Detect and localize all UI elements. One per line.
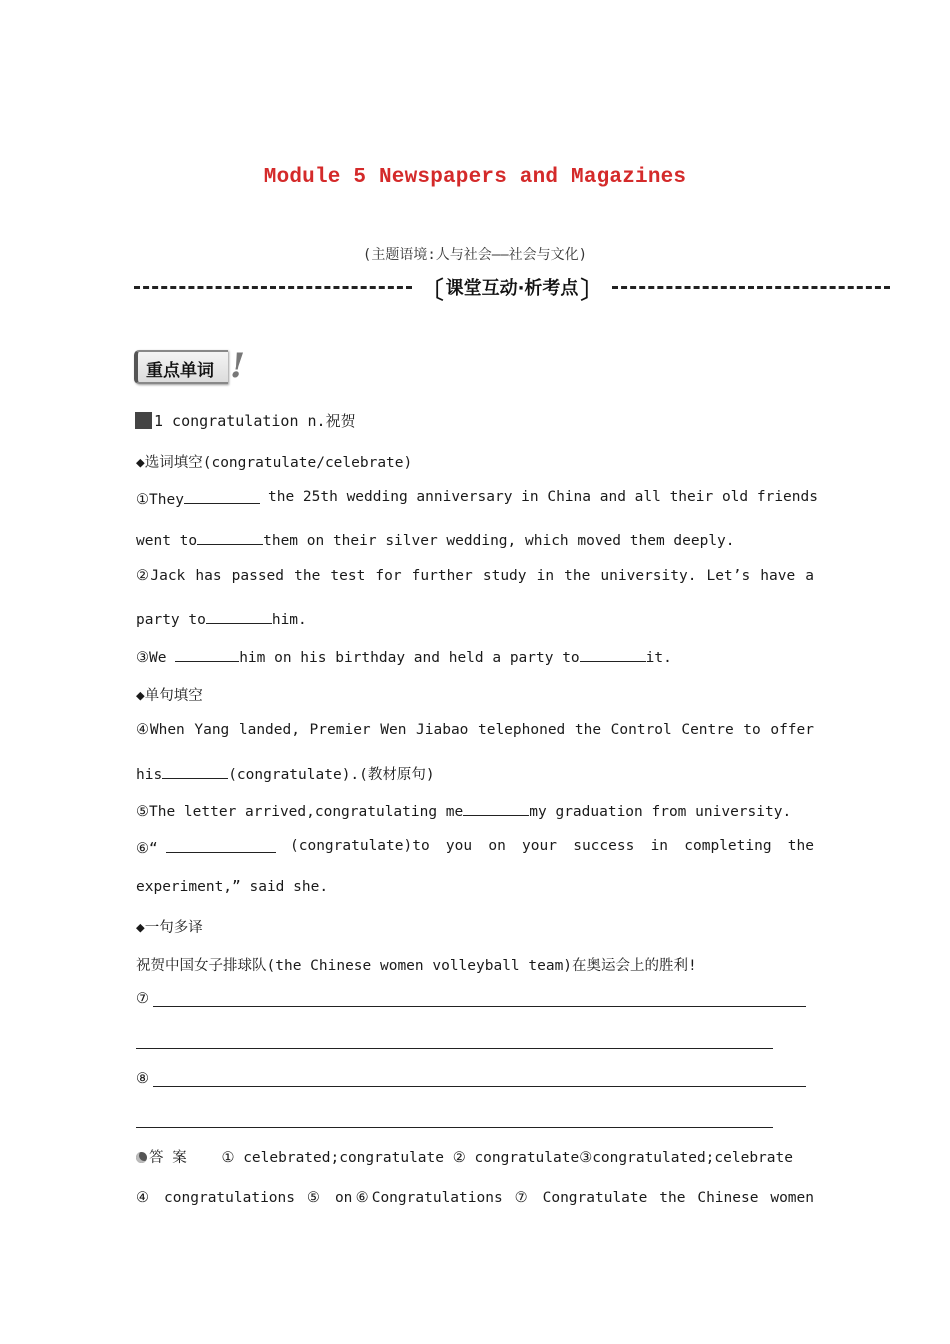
q1-text-2: went to — [136, 533, 198, 549]
right-bracket-icon: 〕 — [580, 275, 605, 304]
question-6-line-2: experiment,” said she. — [136, 879, 329, 895]
question-2-line-2 — [136, 609, 307, 628]
section-banner — [134, 272, 890, 302]
answer-blank[interactable] — [463, 801, 529, 816]
section-tag — [134, 348, 244, 384]
word-heading-text: 1 congratulation n.祝贺 — [154, 412, 356, 430]
page-title: Module 5 Newspapers and Magazines — [263, 166, 687, 189]
writing-line[interactable] — [136, 1048, 773, 1049]
q5-start: ⑤The letter arrived,congratulating me — [136, 804, 464, 820]
answer-blank[interactable] — [166, 838, 276, 853]
word-heading — [135, 410, 356, 431]
q6-start: ⑥“ — [136, 841, 167, 857]
banner-center — [412, 270, 613, 305]
writing-line[interactable] — [153, 1006, 806, 1007]
q1-start: ①They — [136, 492, 184, 508]
q3-start: ③We — [136, 650, 176, 666]
writing-line[interactable] — [153, 1086, 806, 1087]
banner-label: 课堂互动·析考点 — [445, 278, 579, 299]
writing-line[interactable] — [136, 1127, 773, 1128]
translate-prompt: 祝贺中国女子排球队(the Chinese women volleyball team)在奥运会上的胜利! — [136, 958, 697, 974]
part-label-choose: ◆选词填空(congratulate/celebrate) — [136, 455, 413, 471]
question-1-line-1 — [136, 489, 818, 508]
q3-end: it. — [645, 650, 672, 666]
q1-text-3: them on their silver wedding, which moved them deeply. — [263, 533, 735, 549]
answers-line-1 — [136, 1146, 793, 1167]
q3-text: him on his birthday and held a party to — [239, 650, 580, 666]
answer-blank[interactable] — [206, 609, 272, 624]
left-bracket-icon: 〔 — [419, 275, 444, 304]
answers-line-2: ④ congratulations ⑤ on⑥Congratulations ⑦ Congratulate the Chinese women — [136, 1190, 814, 1206]
answer-blank[interactable] — [184, 489, 260, 504]
translate-number-7: ⑦ — [136, 991, 149, 1007]
q1-text: the 25th wedding anniversary in China and all their old friends — [268, 489, 818, 505]
tag-label: 重点单词 — [146, 361, 214, 381]
translate-number-8: ⑧ — [136, 1071, 149, 1087]
q2-text: party to — [136, 612, 206, 628]
question-4-line-2 — [136, 763, 435, 784]
q6-text: (congratulate)to you on your success in completing the — [290, 838, 814, 854]
q2-text-2: him. — [271, 612, 307, 628]
answer-blank[interactable] — [197, 530, 263, 545]
q4-start: his — [136, 767, 163, 783]
square-bullet-icon — [135, 412, 152, 429]
answer-icon — [136, 1152, 147, 1163]
answers-text-1: ① celebrated;congratulate ② congratulate③congratulated;celebrate — [221, 1150, 793, 1166]
exclamation-icon: ! — [230, 346, 245, 386]
part-label-single: ◆单句填空 — [136, 688, 203, 704]
dashed-rule-right — [612, 286, 890, 289]
answer-blank[interactable] — [162, 764, 228, 779]
question-6-line-1 — [136, 838, 814, 857]
answers-label: 答 案 — [149, 1150, 187, 1166]
dashed-rule-left — [134, 286, 412, 289]
question-1-line-2 — [136, 530, 735, 549]
answer-blank[interactable] — [175, 647, 239, 662]
theme-subtitle: (主题语境:人与社会——社会与文化) — [362, 247, 588, 263]
question-4-line-1: ④When Yang landed, Premier Wen Jiabao telephoned the Control Centre to offer — [136, 722, 814, 738]
part-label-translate: ◆一句多译 — [136, 920, 203, 936]
answer-blank[interactable] — [580, 647, 646, 662]
question-2-line-1: ②Jack has passed the test for further study in the university. Let’s have a — [136, 568, 814, 584]
question-3 — [136, 647, 672, 666]
q5-end: my graduation from university. — [529, 804, 792, 820]
q4-end: (congratulate).(教材原句) — [228, 767, 435, 783]
question-5 — [136, 801, 791, 820]
